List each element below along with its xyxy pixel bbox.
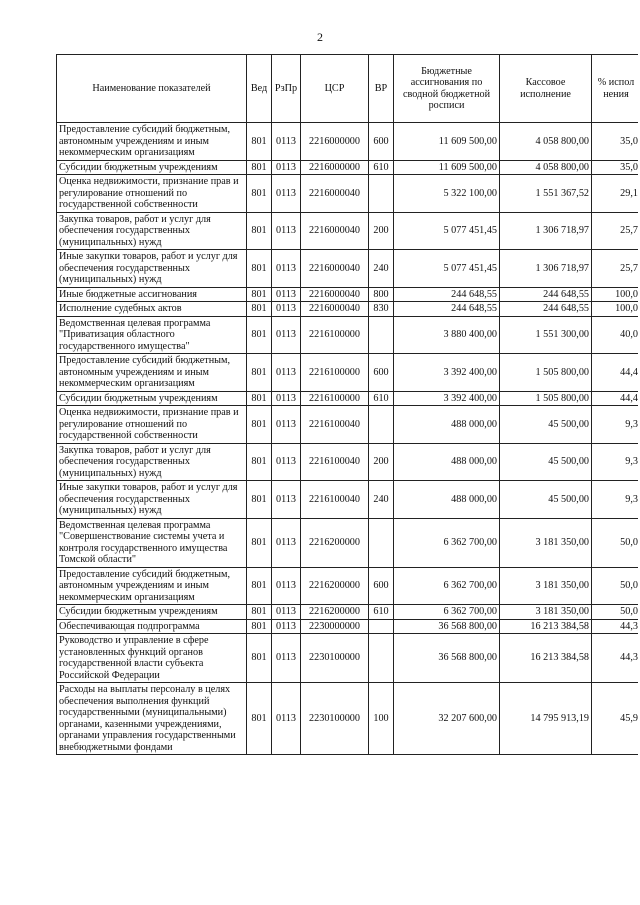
row-budget-cell: 6 362 700,00 [394,605,500,620]
row-ved-cell: 801 [247,316,272,354]
row-budget-cell: 5 322 100,00 [394,175,500,213]
row-pct-cell: 40,0 [592,316,640,354]
row-name-cell: Закупка товаров, работ и услуг для обеспечения государственных (муниципальных) нужд [57,212,247,250]
row-budget-cell: 488 000,00 [394,443,500,481]
row-name-cell: Субсидии бюджетным учреждениям [57,605,247,620]
row-ved-cell: 801 [247,287,272,302]
row-budget-cell: 3 392 400,00 [394,391,500,406]
row-budget-cell: 36 568 800,00 [394,619,500,634]
row-csr-cell: 2216000040 [301,175,369,213]
row-pct-cell: 9,3 [592,406,640,444]
row-csr-cell: 2216000040 [301,250,369,288]
row-name-cell: Ведомственная целевая программа "Совершенствование системы учета и контроля государственного имущества Томской области" [57,518,247,567]
row-vr-cell [369,518,394,567]
row-budget-cell: 244 648,55 [394,302,500,317]
row-rzpr-cell: 0113 [272,160,301,175]
row-rzpr-cell: 0113 [272,634,301,683]
row-name-cell: Субсидии бюджетным учреждениям [57,160,247,175]
row-pct-cell: 35,0 [592,123,640,161]
table-row [57,391,640,406]
row-vr-cell: 610 [369,605,394,620]
row-vr-cell: 600 [369,123,394,161]
row-csr-cell: 2216100040 [301,443,369,481]
row-name-cell: Предоставление субсидий бюджетным, автономным учреждениям и иным некоммерческим организациям [57,567,247,605]
row-rzpr-cell: 0113 [272,567,301,605]
row-csr-cell: 2230100000 [301,683,369,755]
row-ved-cell: 801 [247,391,272,406]
table-row [57,634,640,683]
row-csr-cell: 2216200000 [301,605,369,620]
row-ved-cell: 801 [247,634,272,683]
table-row [57,354,640,392]
budget-table [56,54,640,755]
row-rzpr-cell: 0113 [272,443,301,481]
row-cash-cell: 244 648,55 [500,287,592,302]
row-ved-cell: 801 [247,481,272,519]
row-ved-cell: 801 [247,250,272,288]
row-budget-cell: 11 609 500,00 [394,160,500,175]
header-csr: ЦСР [301,55,369,123]
row-cash-cell: 1 306 718,97 [500,212,592,250]
row-pct-cell: 25,7 [592,212,640,250]
row-ved-cell: 801 [247,302,272,317]
row-cash-cell: 3 181 350,00 [500,567,592,605]
row-vr-cell: 800 [369,287,394,302]
row-csr-cell: 2216100000 [301,354,369,392]
row-budget-cell: 5 077 451,45 [394,212,500,250]
row-vr-cell: 100 [369,683,394,755]
row-cash-cell: 1 505 800,00 [500,354,592,392]
row-budget-cell: 36 568 800,00 [394,634,500,683]
row-budget-cell: 3 392 400,00 [394,354,500,392]
row-vr-cell: 830 [369,302,394,317]
row-csr-cell: 2216200000 [301,518,369,567]
table-row [57,567,640,605]
row-csr-cell: 2216200000 [301,567,369,605]
table-header-row [57,55,640,123]
row-csr-cell: 2230100000 [301,634,369,683]
table-row [57,518,640,567]
row-pct-cell: 29,1 [592,175,640,213]
row-name-cell: Иные закупки товаров, работ и услуг для обеспечения государственных (муниципальных) нужд [57,250,247,288]
row-cash-cell: 3 181 350,00 [500,605,592,620]
header-cash: Кассовое исполнение [500,55,592,123]
row-vr-cell [369,175,394,213]
table-row [57,683,640,755]
row-rzpr-cell: 0113 [272,481,301,519]
table-row [57,619,640,634]
row-cash-cell: 45 500,00 [500,481,592,519]
row-ved-cell: 801 [247,406,272,444]
table-row [57,406,640,444]
row-rzpr-cell: 0113 [272,518,301,567]
row-ved-cell: 801 [247,212,272,250]
table-row [57,302,640,317]
row-rzpr-cell: 0113 [272,316,301,354]
row-vr-cell: 200 [369,443,394,481]
row-budget-cell: 6 362 700,00 [394,518,500,567]
row-pct-cell: 35,0 [592,160,640,175]
header-rzpr: РзПр [272,55,301,123]
row-vr-cell: 600 [369,354,394,392]
row-cash-cell: 16 213 384,58 [500,634,592,683]
row-pct-cell: 44,3 [592,619,640,634]
table-row [57,287,640,302]
table-row [57,212,640,250]
row-vr-cell [369,406,394,444]
row-csr-cell: 2216000040 [301,287,369,302]
row-name-cell: Исполнение судебных актов [57,302,247,317]
header-ved: Вед [247,55,272,123]
table-row [57,316,640,354]
row-csr-cell: 2216000000 [301,123,369,161]
table-row [57,443,640,481]
row-csr-cell: 2216100040 [301,481,369,519]
row-rzpr-cell: 0113 [272,683,301,755]
row-cash-cell: 4 058 800,00 [500,123,592,161]
row-budget-cell: 5 077 451,45 [394,250,500,288]
row-cash-cell: 3 181 350,00 [500,518,592,567]
row-rzpr-cell: 0113 [272,354,301,392]
row-csr-cell: 2216000040 [301,212,369,250]
row-ved-cell: 801 [247,123,272,161]
page-number: 2 [317,30,323,44]
row-rzpr-cell: 0113 [272,123,301,161]
row-pct-cell: 44,3 [592,634,640,683]
row-cash-cell: 4 058 800,00 [500,160,592,175]
row-name-cell: Иные закупки товаров, работ и услуг для обеспечения государственных (муниципальных) нужд [57,481,247,519]
table-row [57,250,640,288]
row-name-cell: Иные бюджетные ассигнования [57,287,247,302]
row-name-cell: Субсидии бюджетным учреждениям [57,391,247,406]
row-vr-cell [369,619,394,634]
row-cash-cell: 1 551 367,52 [500,175,592,213]
row-ved-cell: 801 [247,175,272,213]
row-csr-cell: 2230000000 [301,619,369,634]
row-rzpr-cell: 0113 [272,619,301,634]
row-rzpr-cell: 0113 [272,250,301,288]
row-name-cell: Оценка недвижимости, признание прав и регулирование отношений по государственной собственности [57,175,247,213]
row-cash-cell: 1 551 300,00 [500,316,592,354]
row-vr-cell: 610 [369,160,394,175]
row-csr-cell: 2216000040 [301,302,369,317]
row-ved-cell: 801 [247,443,272,481]
row-csr-cell: 2216100040 [301,406,369,444]
row-budget-cell: 3 880 400,00 [394,316,500,354]
row-rzpr-cell: 0113 [272,302,301,317]
row-pct-cell: 44,4 [592,354,640,392]
row-rzpr-cell: 0113 [272,175,301,213]
table-row [57,123,640,161]
row-rzpr-cell: 0113 [272,287,301,302]
row-vr-cell [369,316,394,354]
row-budget-cell: 11 609 500,00 [394,123,500,161]
row-budget-cell: 488 000,00 [394,406,500,444]
row-budget-cell: 244 648,55 [394,287,500,302]
row-vr-cell: 610 [369,391,394,406]
row-pct-cell: 100,0 [592,287,640,302]
row-pct-cell: 50,0 [592,518,640,567]
row-name-cell: Ведомственная целевая программа "Приватизация областного государственного имущества" [57,316,247,354]
row-csr-cell: 2216000000 [301,160,369,175]
header-vr: ВР [369,55,394,123]
header-budget: Бюджетные ассигнования по сводной бюджетной росписи [394,55,500,123]
row-csr-cell: 2216100000 [301,316,369,354]
row-name-cell: Оценка недвижимости, признание прав и регулирование отношений по государственной собственности [57,406,247,444]
row-pct-cell: 50,0 [592,605,640,620]
row-name-cell: Расходы на выплаты персоналу в целях обеспечения выполнения функций государственными (муниципальными) органами, казенными учреждениями, органами управления государственными внебюджетными фондами [57,683,247,755]
row-csr-cell: 2216100000 [301,391,369,406]
row-cash-cell: 244 648,55 [500,302,592,317]
header-pct: % испол нения [592,55,640,123]
row-vr-cell: 200 [369,212,394,250]
row-vr-cell: 600 [369,567,394,605]
row-ved-cell: 801 [247,605,272,620]
row-rzpr-cell: 0113 [272,391,301,406]
row-ved-cell: 801 [247,683,272,755]
row-pct-cell: 100,0 [592,302,640,317]
row-cash-cell: 14 795 913,19 [500,683,592,755]
row-name-cell: Предоставление субсидий бюджетным, автономным учреждениям и иным некоммерческим организациям [57,123,247,161]
header-name: Наименование показателей [57,55,247,123]
row-pct-cell: 9,3 [592,443,640,481]
row-cash-cell: 16 213 384,58 [500,619,592,634]
row-cash-cell: 45 500,00 [500,443,592,481]
row-vr-cell [369,634,394,683]
row-budget-cell: 488 000,00 [394,481,500,519]
row-pct-cell: 25,7 [592,250,640,288]
row-cash-cell: 45 500,00 [500,406,592,444]
row-budget-cell: 6 362 700,00 [394,567,500,605]
row-budget-cell: 32 207 600,00 [394,683,500,755]
table-row [57,160,640,175]
row-name-cell: Руководство и управление в сфере установленных функций органов государственной власти субъекта Российской Федерации [57,634,247,683]
row-rzpr-cell: 0113 [272,212,301,250]
row-cash-cell: 1 505 800,00 [500,391,592,406]
row-pct-cell: 45,9 [592,683,640,755]
table-row [57,481,640,519]
row-pct-cell: 44,4 [592,391,640,406]
row-name-cell: Обеспечивающая подпрограмма [57,619,247,634]
row-pct-cell: 50,0 [592,567,640,605]
row-ved-cell: 801 [247,567,272,605]
row-ved-cell: 801 [247,619,272,634]
table-row [57,175,640,213]
row-ved-cell: 801 [247,354,272,392]
row-name-cell: Предоставление субсидий бюджетным, автономным учреждениям и иным некоммерческим организациям [57,354,247,392]
table-row [57,605,640,620]
row-ved-cell: 801 [247,518,272,567]
row-vr-cell: 240 [369,250,394,288]
row-cash-cell: 1 306 718,97 [500,250,592,288]
row-name-cell: Закупка товаров, работ и услуг для обеспечения государственных (муниципальных) нужд [57,443,247,481]
row-vr-cell: 240 [369,481,394,519]
row-ved-cell: 801 [247,160,272,175]
row-rzpr-cell: 0113 [272,406,301,444]
row-pct-cell: 9,3 [592,481,640,519]
row-rzpr-cell: 0113 [272,605,301,620]
